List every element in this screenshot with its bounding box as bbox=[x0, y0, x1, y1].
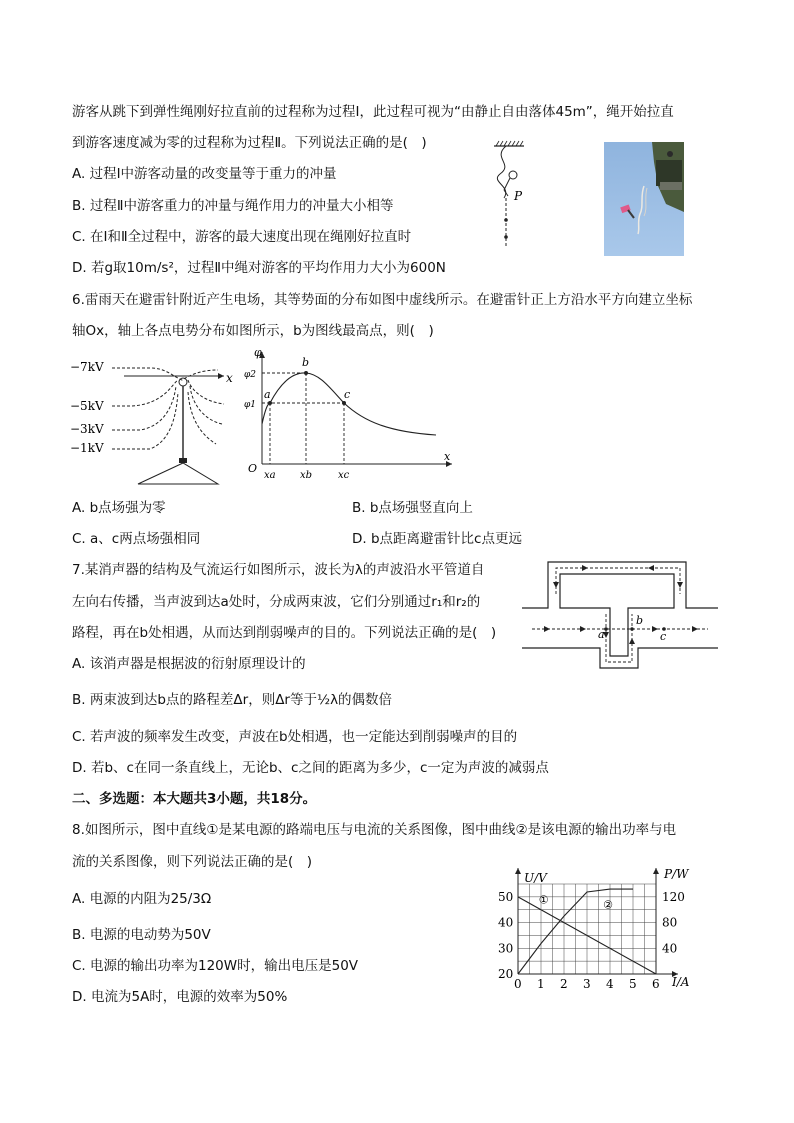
tick-xa: xa bbox=[264, 470, 276, 481]
q5-stem-line-2: 到游客速度减为零的过程称为过程Ⅱ。下列说法正确的是( ) bbox=[72, 135, 427, 151]
q7-option-c: C. 若声波的频率发生改变，声波在b处相遇，也一定能达到削弱噪声的目的 bbox=[72, 729, 518, 745]
point-b: b bbox=[302, 356, 310, 369]
axis-x-label: x bbox=[226, 371, 233, 385]
q5-option-c: C. 在Ⅰ和Ⅱ全过程中，游客的最大速度出现在绳刚好拉直时 bbox=[72, 229, 412, 245]
x-tick-label: 1 bbox=[537, 977, 545, 991]
q7-option-d: D. 若b、c在同一条直线上，无论b、c之间的距离为多少，c一定为声波的减弱点 bbox=[72, 760, 549, 776]
point-c: c bbox=[344, 388, 351, 401]
left-y-tick-label: 20 bbox=[498, 967, 514, 981]
q6-option-b: B. b点场强竖直向上 bbox=[352, 500, 473, 516]
left-axis-label: U/V bbox=[524, 871, 547, 885]
x-tick-label: 2 bbox=[560, 977, 568, 991]
series-1-label: ① bbox=[538, 893, 549, 907]
series-2-label: ② bbox=[603, 898, 613, 912]
q7-stem-line-2: 左向右传播，当声波到达a处时，分成两束波，它们分别通过r₁和r₂的 bbox=[72, 594, 481, 610]
q5-option-a: A. 过程Ⅰ中游客动量的改变量等于重力的冲量 bbox=[72, 166, 337, 182]
label-c: c bbox=[660, 630, 667, 643]
tick-xc: xc bbox=[338, 470, 350, 481]
muffler-diagram bbox=[518, 558, 724, 672]
q8-stem-line-2: 流的关系图像，则下列说法正确的是( ) bbox=[72, 854, 313, 870]
right-y-tick-label: 120 bbox=[662, 889, 685, 904]
tick-phi2: φ2 bbox=[244, 370, 257, 380]
origin-o: O bbox=[248, 462, 258, 475]
axis-x: x bbox=[444, 450, 451, 463]
left-y-tick-label: 50 bbox=[498, 889, 514, 904]
q7-option-b: B. 两束波到达b点的路程差Δr，则Δr等于½λ的偶数倍 bbox=[72, 692, 393, 708]
q7-option-a: A. 该消声器是根据波的衍射原理设计的 bbox=[72, 656, 306, 672]
q6-option-d: D. b点距离避雷针比c点更远 bbox=[352, 531, 522, 547]
q8-option-d: D. 电流为5A时，电源的效率为50% bbox=[72, 989, 288, 1005]
potential-graph bbox=[240, 344, 460, 488]
q8-stem-line-1: 8.如图所示，图中直线①是某电源的路端电压与电流的关系图像，图中曲线②是该电源的输出功率与电 bbox=[72, 822, 677, 838]
bungee-photo bbox=[604, 142, 684, 256]
tick-xb: xb bbox=[300, 470, 313, 481]
left-y-tick-label: 30 bbox=[498, 941, 514, 956]
label-a: a bbox=[598, 628, 605, 641]
q5-option-d: D. 若g取10m/s²，过程Ⅱ中绳对游客的平均作用力大小为600N bbox=[72, 260, 446, 276]
label-p: P bbox=[514, 189, 523, 203]
q6-option-a: A. b点场强为零 bbox=[72, 500, 166, 516]
lightning-rod-diagram bbox=[68, 352, 238, 492]
label-3kv: −3kV bbox=[70, 422, 104, 436]
q5-stem-line-1: 游客从跳下到弹性绳刚好拉直前的过程称为过程Ⅰ，此过程可视为“由静止自由落体45m”，绳开始拉直 bbox=[72, 104, 674, 120]
q8-option-c: C. 电源的输出功率为120W时，输出电压是50V bbox=[72, 958, 359, 974]
axis-phi: φ bbox=[254, 346, 262, 359]
label-b: b bbox=[636, 614, 644, 627]
x-tick-label: 5 bbox=[629, 977, 637, 991]
bungee-diagram bbox=[488, 140, 548, 250]
q8-option-a: A. 电源的内阻为25/3Ω bbox=[72, 891, 212, 907]
x-tick-label: 3 bbox=[583, 977, 591, 991]
right-axis-label: P/W bbox=[664, 867, 689, 881]
right-y-tick-label: 80 bbox=[662, 915, 678, 930]
x-tick-label: 4 bbox=[606, 977, 614, 991]
section-2-heading: 二、多选题：本大题共3小题，共18分。 bbox=[72, 791, 317, 807]
q7-stem-line-3: 路程，再在b处相遇，从而达到削弱噪声的目的。下列说法正确的是( ) bbox=[72, 625, 497, 641]
right-y-tick-label: 40 bbox=[662, 941, 678, 956]
label-5kv: −5kV bbox=[70, 399, 104, 413]
right-y-axis-arrow bbox=[653, 868, 659, 874]
u-i-p-chart bbox=[496, 862, 710, 994]
left-y-axis-arrow bbox=[515, 868, 521, 874]
label-7kv: −7kV bbox=[70, 360, 104, 374]
q6-stem-line-2: 轴Ox，轴上各点电势分布如图所示，b为图线最高点，则( ) bbox=[72, 323, 434, 339]
x-tick-label: 0 bbox=[514, 977, 522, 991]
x-axis-label: I/A bbox=[672, 975, 690, 989]
q6-option-c: C. a、c两点场强相同 bbox=[72, 531, 201, 547]
tick-phi1: φ1 bbox=[244, 400, 257, 410]
q6-stem-line-1: 6.雷雨天在避雷针附近产生电场，其等势面的分布如图中虚线所示。在避雷针正上方沿水平方向建立坐标 bbox=[72, 292, 693, 308]
q5-option-b: B. 过程Ⅱ中游客重力的冲量与绳作用力的冲量大小相等 bbox=[72, 198, 394, 214]
q8-option-b: B. 电源的电动势为50V bbox=[72, 927, 211, 943]
label-1kv: −1kV bbox=[70, 441, 104, 455]
left-y-tick-label: 40 bbox=[498, 915, 514, 930]
x-tick-label: 6 bbox=[652, 977, 660, 991]
q7-stem-line-1: 7.某消声器的结构及气流运行如图所示，波长为λ的声波沿水平管道自 bbox=[72, 562, 485, 578]
point-a: a bbox=[264, 388, 271, 401]
